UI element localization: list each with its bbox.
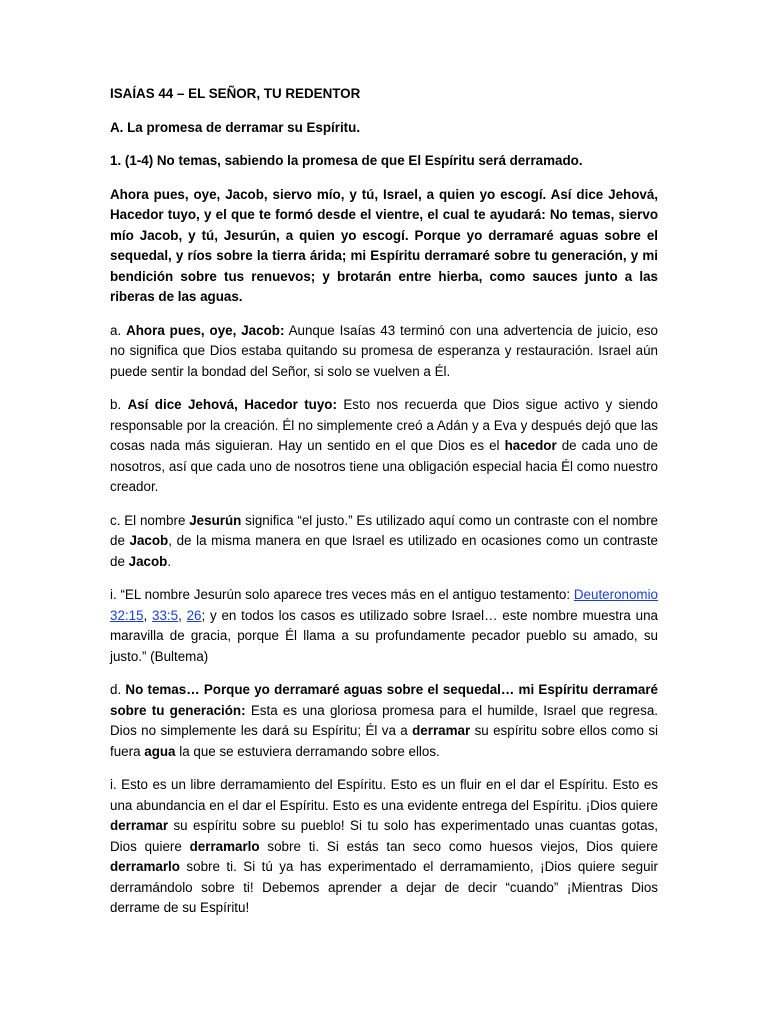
- paragraph-b-bold2: hacedor: [504, 438, 557, 453]
- paragraph-d-text2: su espíritu sobre ellos como si fuera: [110, 723, 658, 759]
- paragraph-a-text: Aunque Isaías 43 terminó con una advertencia de juicio, eso no significa que Dios estaba quitando su promesa de esperanza y restauración. Israel aún puede sentir la bondad del Señor, si solo se vuelven a Él.: [110, 322, 658, 379]
- link-33-5[interactable]: 33:5: [152, 607, 179, 623]
- paragraph-d-bold2: derramar: [412, 723, 471, 738]
- paragraph-d-text1: Esta es una gloriosa promesa para el humilde, Israel que regresa. Dios no simplemente les dará su Espíritu; Él va a: [110, 702, 658, 738]
- paragraph-b-text1: Esto nos recuerda que Dios sigue activo y siendo responsable por la creación. Él no simplemente creó a Adán y a Eva y después dejó que las cosas nada más siguieran. Hay un sentido en el que Dios es el: [110, 397, 658, 453]
- paragraph-d-text3: la que se estuviera derramando sobre ellos.: [175, 743, 440, 759]
- paragraph-a: [110, 321, 658, 383]
- paragraph-b-text2: de cada uno de nosotros, así que cada uno de nosotros tiene una obligación especial hacia Él como nuestro creador.: [110, 438, 658, 494]
- paragraph-c-i: [110, 585, 658, 667]
- paragraph-d-i-bold1: derramar: [110, 818, 169, 833]
- paragraph-b-prefix: b.: [110, 397, 128, 412]
- paragraph-c-bold2: Jacob: [129, 533, 169, 548]
- paragraph-c: [110, 511, 658, 573]
- paragraph-b: [110, 395, 658, 498]
- paragraph-d-i-text4: sobre ti. Si tú ya has experimentado el derramamiento, ¡Dios quiere seguir derramándolo sobre ti! Debemos aprender a dejar de decir “cuando” ¡Mientras Dios derrame de su Espíritu!: [110, 859, 658, 915]
- point-heading-1: 1. (1-4) No temas, sabiendo la promesa de que El Espíritu será derramado.: [110, 153, 583, 168]
- paragraph-a-prefix: a.: [110, 322, 127, 338]
- paragraph-c-i-text2: ; y en todos los casos es utilizado sobre Israel… este nombre muestra una maravilla de gracia, porque Él llama a su profundamente pecador pueblo su amado, su justo.” (Bultema): [110, 607, 658, 664]
- paragraph-c-text2: , de la misma manera en que Israel es utilizado en ocasiones como un contraste de: [110, 533, 658, 569]
- paragraph-d-bold3: agua: [144, 743, 176, 759]
- section-heading-a: A. La promesa de derramar su Espíritu.: [110, 119, 361, 135]
- paragraph-d-i-text1: i. Esto es un libre derramamiento del Espíritu. Esto es un fluir en el dar el Espíritu. Esto es una abundancia en el dar el Espíritu. Esto es una evidente entrega del Espíritu. ¡Dios quiere: [110, 777, 658, 813]
- paragraph-c-prefix: c. El nombre: [110, 512, 190, 528]
- paragraph-d-i-text2: su espíritu sobre su pueblo! Si tu solo has experimentado unas cuantas gotas, Dios quiere: [110, 818, 658, 854]
- paragraph-c-bold3: Jacob: [128, 553, 168, 569]
- paragraph-a-bold: Ahora pues, oye, Jacob:: [126, 322, 285, 338]
- document-body: [110, 84, 658, 932]
- paragraph-c-text1: significa “el justo.” Es utilizado aquí como un contraste con el nombre de: [110, 512, 658, 548]
- paragraph-d-i-bold3: derramarlo: [110, 859, 180, 874]
- scripture-passage: Ahora pues, oye, Jacob, siervo mío, y tú, Israel, a quien yo escogí. Así dice Jehová, Hacedor tuyo, y el que te formó desde el vientre, el cual te ayudará: No temas, siervo mío Jacob, y tú, Jesurún, a quien yo escogí. Porque yo derramaré aguas sobre el sequedal, y ríos sobre la tierra árida; mi Espíritu derramaré sobre tu generación, y mi bendición sobre tus renuevos; y brotarán entre hierba, como sauces junto a las riberas de las aguas.: [110, 186, 658, 304]
- paragraph-c-text3: .: [167, 553, 172, 569]
- page-title: ISAÍAS 44 – EL SEÑOR, TU REDENTOR: [110, 86, 361, 101]
- paragraph-d-i-bold2: derramarlo: [189, 838, 260, 854]
- paragraph-d-bold: No temas… Porque yo derramaré aguas sobre el sequedal… mi Espíritu derramaré sobre tu generación:: [110, 682, 658, 718]
- paragraph-d-prefix: d.: [110, 682, 126, 697]
- paragraph-d-i-text3: sobre ti. Si estás tan seco como huesos viejos, Dios quiere: [259, 838, 659, 854]
- paragraph-c-i-text1: i. “EL nombre Jesurún solo aparece tres veces más en el antiguo testamento:: [110, 587, 574, 602]
- link-26[interactable]: 26: [186, 607, 202, 623]
- paragraph-d: [110, 680, 658, 762]
- paragraph-b-bold: Así dice Jehová, Hacedor tuyo:: [127, 397, 337, 412]
- link-deuteronomio-32-15[interactable]: Deuteronomio 32:15: [110, 587, 658, 623]
- paragraph-d-i: [110, 775, 658, 919]
- link-separator: ,: [178, 607, 187, 623]
- paragraph-c-bold1: Jesurún: [189, 512, 242, 528]
- link-separator: ,: [143, 607, 153, 623]
